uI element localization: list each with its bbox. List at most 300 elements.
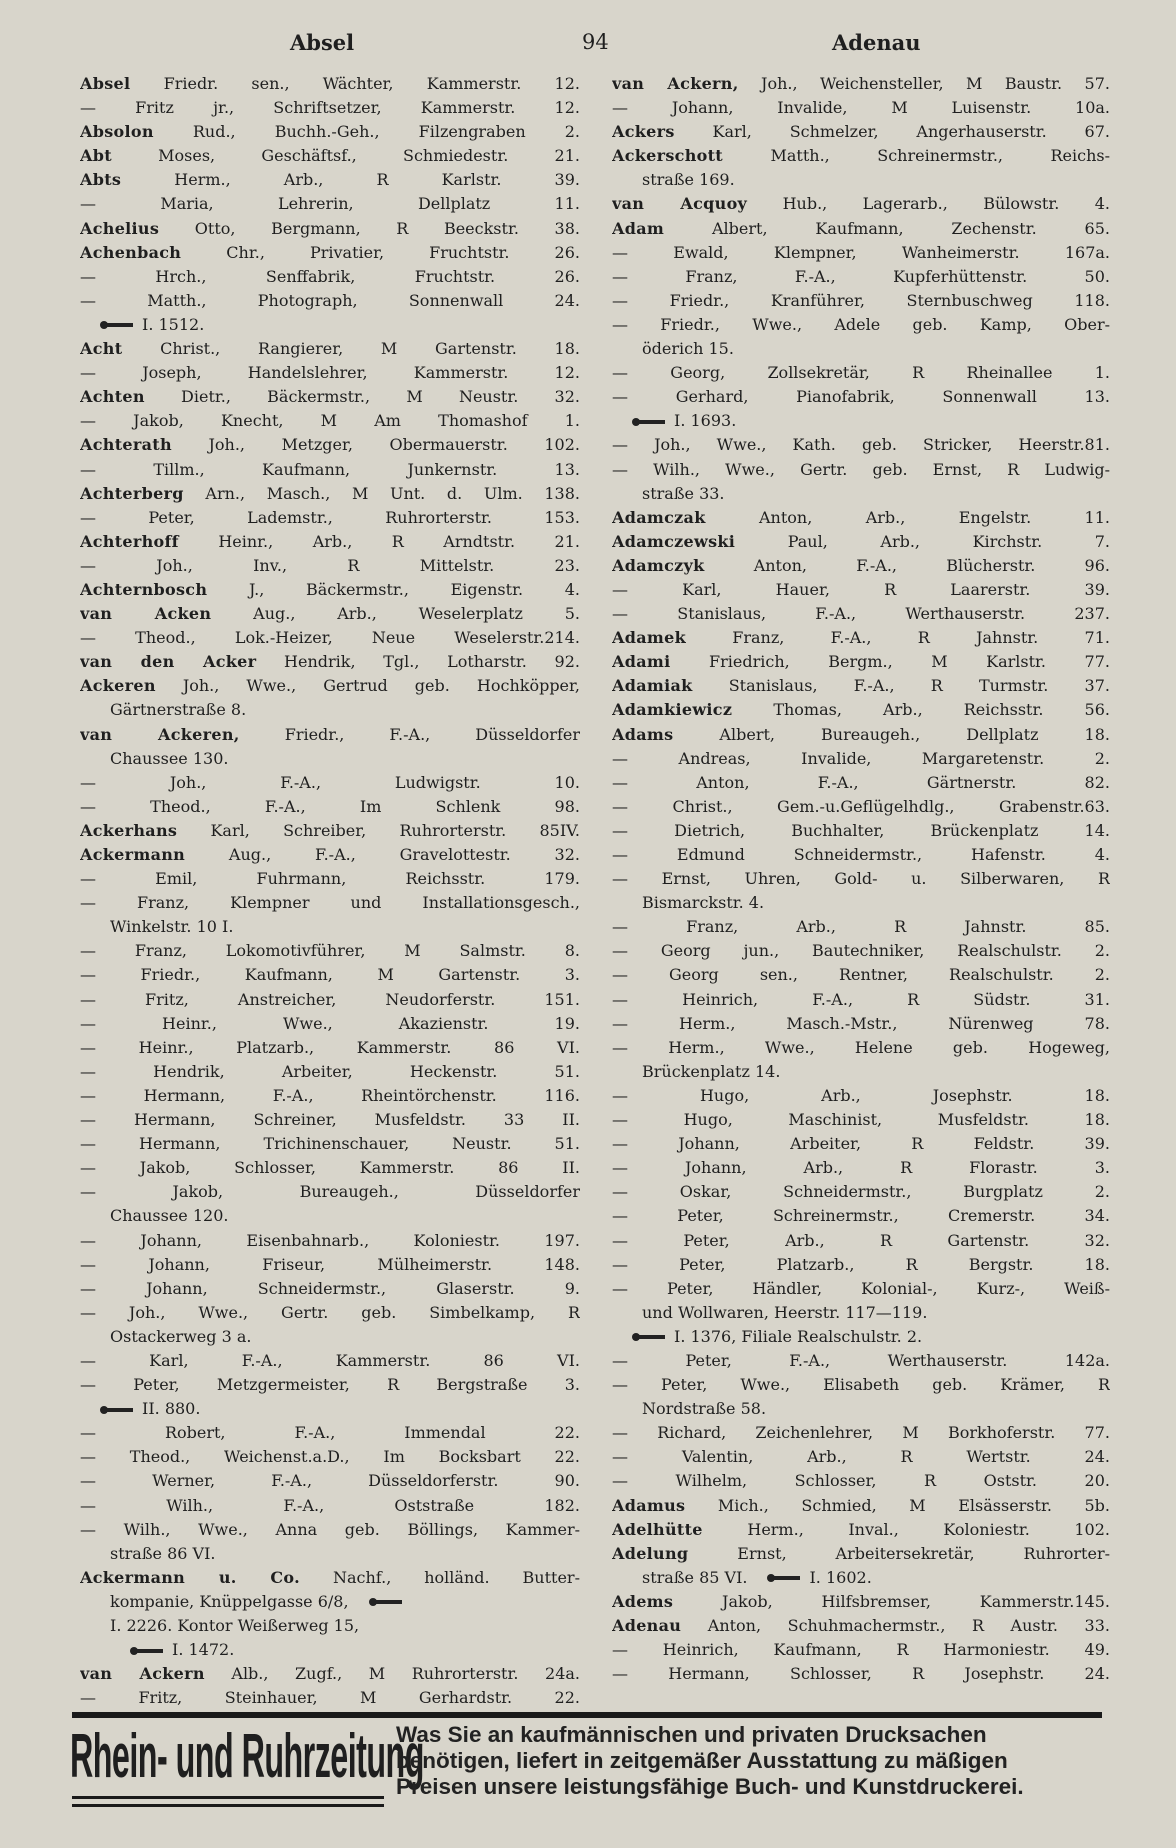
directory-entry-line (612, 458, 1110, 482)
directory-entry-line (80, 192, 580, 216)
entry-text: — Werner, F.-A., Düsseldorferstr. 90. (80, 1471, 580, 1491)
right-column (612, 72, 1110, 1686)
entry-text: — Jakob, Knecht, M Am Thomashof 1. (80, 411, 580, 431)
entry-text: — Wilh., Wwe., Gertr. geb. Ernst, R Ludwig- (612, 459, 1110, 479)
entry-text: Anton, F.-A., Blücherstr. 96. (704, 555, 1110, 575)
entry-surname: Adamek (612, 628, 686, 648)
running-head-left: Absel (290, 30, 355, 55)
directory-entry-line (80, 963, 580, 987)
entry-surname: Adams (612, 724, 674, 744)
entry-text: — Peter, Händler, Kolonial-, Kurz-, Weiß- (612, 1278, 1110, 1298)
entry-surname: van den Acker (80, 652, 257, 672)
directory-entry-line (80, 891, 580, 915)
directory-entry-line (80, 1662, 580, 1686)
directory-entry-line (612, 1614, 1110, 1638)
entry-text: Nordstraße 58. (642, 1399, 767, 1419)
entry-text: — Johann, Schneidermstr., Glaserstr. 9. (80, 1278, 580, 1298)
directory-entry-line (612, 1060, 1110, 1084)
entry-surname: van Ackern (80, 1664, 205, 1684)
entry-text: — Theod., Weichenst.a.D., Im Bocksbart 22. (80, 1447, 580, 1467)
entry-text: — Ewald, Klempner, Wanheimerstr. 167a. (612, 242, 1110, 262)
directory-entry-line (80, 1518, 580, 1542)
entry-text: — Franz, Klempner und Installationsgesch., (80, 893, 580, 913)
entry-surname: Ackers (612, 122, 675, 142)
entry-text: — Ernst, Uhren, Gold- u. Silberwaren, R (612, 869, 1110, 889)
directory-entry-line (612, 265, 1110, 289)
entry-surname: Adamczyk (612, 555, 705, 575)
entry-text: kompanie, Knüppelgasse 6/8, (110, 1591, 349, 1611)
entry-text: — Jakob, Schlosser, Kammerstr. 86 II. (80, 1158, 580, 1178)
directory-entry-line (80, 72, 580, 96)
entry-text: Otto, Bergmann, R Beeckstr. 38. (159, 218, 580, 238)
entry-surname: Achterath (80, 435, 172, 455)
directory-entry-line (80, 915, 580, 939)
entry-surname: Ackeren (80, 676, 156, 696)
directory-entry-line (612, 843, 1110, 867)
directory-entry-line (80, 602, 580, 626)
entry-text: — Peter, Arb., R Gartenstr. 32. (612, 1230, 1110, 1250)
directory-entry-line (80, 1036, 580, 1060)
entry-text: Hendrik, Tgl., Lotharstr. 92. (256, 652, 580, 672)
directory-entry-line (612, 1277, 1110, 1301)
ad-line: Preisen unsere leistungsfähige Buch- und Kunstdruckerei. (396, 1774, 1024, 1799)
entry-surname: Adamczak (612, 507, 706, 527)
entry-text: Ostackerweg 3 a. (110, 1326, 252, 1346)
entry-text: Ernst, Arbeitersekretär, Ruhrorter- (688, 1543, 1110, 1563)
directory-entry-line (80, 1156, 580, 1180)
entry-text: Friedr. sen., Wächter, Kammerstr. 12. (130, 74, 580, 93)
directory-entry-line (80, 650, 580, 674)
entry-surname: van Ackern, (612, 74, 739, 93)
directory-entry-line (612, 578, 1110, 602)
entry-text: Albert, Kaufmann, Zechenstr. 65. (664, 218, 1110, 238)
entry-text: Franz, F.-A., R Jahnstr. 71. (685, 628, 1110, 648)
entry-surname: Adelung (612, 1543, 689, 1563)
directory-entry-line (612, 1012, 1110, 1036)
entry-text: — Joh., Wwe., Kath. geb. Stricker, Heerstr.81. (612, 435, 1110, 455)
entry-text: — Joseph, Handelslehrer, Kammerstr. 12. (80, 363, 580, 383)
directory-entry-line (612, 1132, 1110, 1156)
directory-entry-line (80, 698, 580, 722)
entry-text: — Fritz, Steinhauer, M Gerhardstr. 22. (80, 1688, 580, 1708)
entry-text: — Matth., Photograph, Sonnenwall 24. (80, 290, 580, 310)
directory-entry-line (612, 1590, 1110, 1614)
telephone-key-icon (100, 320, 134, 330)
entry-surname: Ackerschott (612, 146, 723, 166)
entry-text: Christ., Rangierer, M Gartenstr. 18. (122, 339, 580, 359)
entry-text: straße 33. (642, 483, 725, 503)
entry-text: Nachf., holländ. Butter- (300, 1567, 580, 1587)
entry-text: — Friedr., Wwe., Adele geb. Kamp, Ober- (612, 314, 1110, 334)
entry-text: — Andreas, Invalide, Margaretenstr. 2. (612, 748, 1110, 768)
entry-surname: Achterberg (80, 483, 184, 503)
entry-text: — Hendrik, Arbeiter, Heckenstr. 51. (80, 1061, 580, 1081)
directory-entry-line (612, 1325, 1110, 1349)
entry-text: — Johann, Arb., R Florastr. 3. (612, 1158, 1110, 1178)
directory-entry-line (80, 1614, 580, 1638)
directory-entry-line (80, 409, 580, 433)
directory-entry-line (612, 192, 1110, 216)
directory-entry-line (80, 96, 580, 120)
directory-entry-line (80, 1686, 580, 1710)
entry-text: — Heinrich, Kaufmann, R Harmoniestr. 49. (612, 1640, 1110, 1660)
entry-text: Albert, Bureaugeh., Dellplatz 18. (673, 724, 1110, 744)
directory-entry-line (80, 1397, 580, 1421)
entry-text: — Heinr., Wwe., Akazienstr. 19. (80, 1013, 580, 1033)
directory-entry-line (612, 241, 1110, 265)
entry-text: — Oskar, Schneidermstr., Burgplatz 2. (612, 1182, 1110, 1202)
entry-text: — Joh., F.-A., Ludwigstr. 10. (80, 772, 580, 792)
entry-text: Aug., Arb., Weselerplatz 5. (211, 604, 580, 624)
entry-surname: van Acken (80, 604, 212, 624)
directory-entry-line (612, 1084, 1110, 1108)
directory-entry-line (80, 168, 580, 192)
directory-entry-line (612, 1204, 1110, 1228)
entry-text: — Emil, Fuhrmann, Reichsstr. 179. (80, 869, 580, 889)
entry-text: — Valentin, Arb., R Wertstr. 24. (612, 1447, 1110, 1467)
entry-surname: Absel (80, 74, 131, 93)
directory-entry-line (612, 1494, 1110, 1518)
entry-text: Gärtnerstraße 8. (110, 700, 247, 720)
phone-number: II. 880. (142, 1399, 201, 1419)
telephone-key-icon (632, 417, 666, 427)
directory-entry-line (80, 217, 580, 241)
entry-surname: Absolon (80, 122, 154, 142)
entry-surname: Adamczewski (612, 531, 736, 551)
directory-entry-line (612, 313, 1110, 337)
ad-line: Was Sie an kaufmännischen und privaten Drucksachen (396, 1722, 987, 1747)
entry-text: — Johann, Invalide, M Luisenstr. 10a. (612, 98, 1110, 118)
entry-text: — Peter, Platzarb., R Bergstr. 18. (612, 1254, 1110, 1274)
entry-text: Mich., Schmied, M Elsässerstr. 5b. (685, 1495, 1110, 1515)
entry-text: Winkelstr. 10 I. (110, 917, 234, 937)
entry-text: Karl, Schreiber, Ruhrorterstr. 85IV. (177, 820, 580, 840)
directory-entry-line (612, 1445, 1110, 1469)
entry-text: — Peter, Schreinermstr., Cremerstr. 34. (612, 1206, 1110, 1226)
directory-entry-line (80, 1494, 580, 1518)
entry-text: — Herm., Wwe., Helene geb. Hogeweg, (612, 1037, 1110, 1057)
directory-entry-line (80, 1566, 580, 1590)
entry-text: — Peter, Metzgermeister, R Bergstraße 3. (80, 1375, 580, 1395)
entry-text: — Franz, Arb., R Jahnstr. 85. (612, 917, 1110, 937)
entry-text: — Dietrich, Buchhalter, Brückenplatz 14. (612, 820, 1110, 840)
directory-entry-line (80, 144, 580, 168)
entry-text: straße 169. (642, 170, 735, 190)
entry-text: straße 86 VI. (110, 1543, 216, 1563)
entry-text: — Joh., Inv., R Mittelstr. 23. (80, 555, 580, 575)
directory-entry-line (612, 915, 1110, 939)
directory-entry-line (612, 144, 1110, 168)
directory-entry-line (80, 1469, 580, 1493)
entry-text: Chaussee 120. (110, 1206, 229, 1226)
telephone-key-icon (632, 1332, 666, 1342)
entry-text: — Herm., Masch.-Mstr., Nürenweg 78. (612, 1013, 1110, 1033)
directory-entry-line (80, 1277, 580, 1301)
directory-entry-line (80, 843, 580, 867)
directory-entry-line (612, 1301, 1110, 1325)
directory-entry-line (612, 819, 1110, 843)
directory-entry-line (612, 120, 1110, 144)
directory-entry-line (612, 554, 1110, 578)
directory-entry-line (80, 1084, 580, 1108)
directory-entry-line (80, 819, 580, 843)
directory-entry-line (80, 1253, 580, 1277)
directory-entry-line (80, 771, 580, 795)
entry-text: — Christ., Gem.-u.Geflügelhdlg., Grabenstr.63. (612, 796, 1110, 816)
directory-entry-line (80, 241, 580, 265)
entry-surname: Ackermann (80, 845, 186, 864)
entry-text: Stanislaus, F.-A., R Turmstr. 37. (692, 676, 1110, 696)
directory-entry-line (80, 1108, 580, 1132)
entry-surname: van Ackeren, (80, 724, 240, 744)
directory-entry-line (80, 1542, 580, 1566)
entry-text: — Fritz, Anstreicher, Neudorferstr. 151. (80, 989, 580, 1009)
directory-entry-line (612, 1397, 1110, 1421)
directory-entry-line (80, 433, 580, 457)
directory-entry-line (80, 1590, 580, 1614)
ad-line: benötigen, liefert in zeitgemäßer Ausstattung zu mäßigen (396, 1748, 1008, 1773)
directory-entry-line (612, 217, 1110, 241)
directory-entry-line (80, 1301, 580, 1325)
directory-entry-line (612, 1036, 1110, 1060)
entry-surname: Achelius (80, 218, 160, 238)
entry-text: Herm., Arb., R Karlstr. 39. (121, 170, 580, 190)
entry-text: — Tillm., Kaufmann, Junkernstr. 13. (80, 459, 580, 479)
directory-entry-line (612, 1229, 1110, 1253)
directory-entry-line (80, 265, 580, 289)
directory-entry-line (612, 482, 1110, 506)
entry-text: — Edmund Schneidermstr., Hafenstr. 4. (612, 845, 1110, 864)
directory-entry-line (80, 458, 580, 482)
directory-entry-line (612, 1373, 1110, 1397)
entry-text: — Johann, Eisenbahnarb., Koloniestr. 197. (80, 1230, 580, 1250)
directory-entry-line (80, 1060, 580, 1084)
entry-surname: Achterhoff (80, 531, 179, 551)
directory-entry-line (80, 120, 580, 144)
entry-text: — Hermann, F.-A., Rheintörchenstr. 116. (80, 1085, 580, 1105)
entry-text: — Hugo, Maschinist, Musfeldstr. 18. (612, 1110, 1110, 1130)
page-number: 94 (582, 30, 609, 54)
entry-text: Moses, Geschäftsf., Schmiedestr. 21. (111, 146, 580, 166)
entry-text: Anton, Schuhmachermstr., R Austr. 33. (681, 1616, 1110, 1635)
ad-top-rule (72, 1712, 1102, 1718)
directory-entry-line (80, 530, 580, 554)
directory-entry-line (612, 1349, 1110, 1373)
directory-entry-line (612, 939, 1110, 963)
entry-text: Bismarckstr. 4. (642, 893, 765, 913)
directory-entry-line (612, 168, 1110, 192)
left-column (80, 72, 580, 1710)
entry-text: — Hugo, Arb., Josephstr. 18. (612, 1085, 1110, 1105)
entry-text: — Georg, Zollsekretär, R Rheinallee 1. (612, 363, 1110, 383)
telephone-key-icon (767, 1573, 801, 1583)
entry-surname: Adems (612, 1591, 674, 1611)
entry-text: Herm., Inval., Koloniestr. 102. (702, 1519, 1110, 1539)
entry-text: Matth., Schreinermstr., Reichs- (723, 146, 1110, 166)
directory-entry-line (612, 988, 1110, 1012)
phone-number: I. 1472. (172, 1640, 235, 1660)
entry-text: — Theod., Lok.-Heizer, Neue Weselerstr.214. (80, 628, 580, 648)
entry-text: Anton, Arb., Engelstr. 11. (705, 507, 1110, 527)
entry-text: — Peter, Lademstr., Ruhrorterstr. 153. (80, 507, 580, 527)
directory-entry-line (612, 289, 1110, 313)
directory-entry-line (612, 626, 1110, 650)
entry-text: — Friedr., Kaufmann, M Gartenstr. 3. (80, 965, 580, 985)
directory-entry-line (612, 1253, 1110, 1277)
phone-number: I. 1512. (142, 314, 205, 334)
entry-text: Aug., F.-A., Gravelottestr. 32. (185, 845, 580, 864)
entry-text: Paul, Arb., Kirchstr. 7. (735, 531, 1110, 551)
phone-number: I. 1602. (809, 1567, 872, 1587)
directory-entry-line (612, 747, 1110, 771)
entry-text: — Joh., Wwe., Gertr. geb. Simbelkamp, R (80, 1302, 580, 1322)
entry-text: Joh., Metzger, Obermauerstr. 102. (171, 435, 580, 455)
entry-text: — Gerhard, Pianofabrik, Sonnenwall 13. (612, 387, 1110, 407)
directory-entry-line (80, 1373, 580, 1397)
entry-surname: Adamus (612, 1495, 686, 1515)
entry-surname: Adelhütte (612, 1519, 703, 1539)
ad-text (396, 1722, 1024, 1800)
entry-text: — Franz, Lokomotivführer, M Salmstr. 8. (80, 941, 580, 961)
directory-entry-line (612, 1542, 1110, 1566)
directory-entry-line (612, 795, 1110, 819)
entry-text: — Georg jun., Bautechniker, Realschulstr. 2. (612, 941, 1110, 961)
entry-text: Chaussee 130. (110, 748, 229, 768)
directory-entry-line (80, 578, 580, 602)
telephone-key-icon (369, 1597, 403, 1607)
entry-text: — Heinrich, F.-A., R Südstr. 31. (612, 989, 1110, 1009)
directory-entry-line (80, 939, 580, 963)
directory-entry-line (612, 96, 1110, 120)
directory-entry-line (80, 337, 580, 361)
entry-surname: Adam (612, 218, 665, 238)
phone-number: I. 1693. (674, 411, 737, 431)
directory-entry-line (612, 650, 1110, 674)
directory-entry-line (612, 1566, 1110, 1590)
directory-entry-line (612, 1421, 1110, 1445)
directory-entry-line (612, 1638, 1110, 1662)
directory-entry-line (612, 1518, 1110, 1542)
directory-entry-line (612, 602, 1110, 626)
directory-entry-line (80, 1638, 580, 1662)
directory-entry-line (80, 313, 580, 337)
entry-text: Friedrich, Bergm., M Karlstr. 77. (670, 652, 1110, 672)
entry-text: und Wollwaren, Heerstr. 117—119. (642, 1302, 928, 1322)
directory-entry-line (612, 698, 1110, 722)
entry-text: Friedr., F.-A., Düsseldorfer (239, 724, 580, 744)
entry-text: — Hermann, Trichinenschauer, Neustr. 51. (80, 1134, 580, 1154)
directory-entry-line (612, 385, 1110, 409)
entry-text: — Karl, Hauer, R Laarerstr. 39. (612, 579, 1110, 599)
entry-surname: Ackermann u. Co. (80, 1567, 300, 1587)
directory-entry-line (612, 674, 1110, 698)
directory-entry-line (80, 1325, 580, 1349)
entry-surname: Achenbach (80, 242, 182, 262)
entry-text: — Franz, F.-A., Kupferhüttenstr. 50. (612, 266, 1110, 286)
entry-surname: Abt (80, 146, 112, 166)
directory-entry-line (612, 433, 1110, 457)
directory-entry-line (80, 988, 580, 1012)
directory-entry-line (612, 891, 1110, 915)
entry-text: — Johann, Friseur, Mülheimerstr. 148. (80, 1254, 580, 1274)
entry-text: — Hrch., Senffabrik, Fruchtstr. 26. (80, 266, 580, 286)
entry-surname: Achten (80, 387, 145, 407)
entry-text: — Johann, Arbeiter, R Feldstr. 39. (612, 1134, 1110, 1154)
entry-surname: Abts (80, 170, 122, 190)
directory-entry-line (80, 482, 580, 506)
entry-surname: Ackerhans (80, 820, 178, 840)
ad-title-rule (72, 1796, 384, 1799)
entry-text: Arn., Masch., M Unt. d. Ulm. 138. (183, 483, 580, 503)
directory-entry-line (80, 1349, 580, 1373)
directory-entry-line (80, 1012, 580, 1036)
entry-text: — Wilhelm, Schlosser, R Oststr. 20. (612, 1471, 1110, 1491)
directory-entry-line (80, 723, 580, 747)
directory-entry-line (612, 409, 1110, 433)
entry-text: J., Bäckermstr., Eigenstr. 4. (207, 579, 580, 599)
entry-text: Alb., Zugf., M Ruhrorterstr. 24a. (204, 1664, 580, 1684)
entry-text: — Heinr., Platzarb., Kammerstr. 86 VI. (80, 1037, 580, 1057)
entry-text: — Robert, F.-A., Immendal 22. (80, 1423, 580, 1443)
directory-entry-line (612, 1662, 1110, 1686)
entry-text: straße 85 VI. (642, 1567, 748, 1587)
directory-entry-line (612, 1156, 1110, 1180)
directory-entry-line (80, 1180, 580, 1204)
entry-text: Karl, Schmelzer, Angerhauserstr. 67. (674, 122, 1110, 142)
entry-text: Rud., Buchh.-Geh., Filzengraben 2. (153, 122, 580, 142)
entry-text: — Fritz jr., Schriftsetzer, Kammerstr. 12. (80, 98, 580, 118)
entry-text: — Anton, F.-A., Gärtnerstr. 82. (612, 772, 1110, 792)
telephone-key-icon (130, 1646, 164, 1656)
directory-entry-line (80, 361, 580, 385)
entry-text: — Richard, Zeichenlehrer, M Borkhoferstr. 77. (612, 1423, 1110, 1443)
entry-text: — Theod., F.-A., Im Schlenk 98. (80, 796, 580, 816)
directory-entry-line (80, 1445, 580, 1469)
entry-text: — Georg sen., Rentner, Realschulstr. 2. (612, 965, 1110, 985)
entry-text: Heinr., Arb., R Arndtstr. 21. (178, 531, 580, 551)
entry-text: Hub., Lagerarb., Bülowstr. 4. (747, 194, 1110, 214)
directory-entry-line (80, 626, 580, 650)
entry-surname: van Acquoy (612, 194, 748, 214)
directory-entry-line (612, 723, 1110, 747)
entry-text: Brückenplatz 14. (642, 1061, 781, 1081)
entry-text: Jakob, Hilfsbremser, Kammerstr.145. (673, 1591, 1110, 1611)
directory-entry-line (612, 337, 1110, 361)
entry-surname: Adenau (612, 1616, 682, 1635)
directory-entry-line (612, 963, 1110, 987)
directory-entry-line (612, 506, 1110, 530)
directory-entry-line (612, 867, 1110, 891)
directory-entry-line (80, 1229, 580, 1253)
directory-entry-line (612, 1180, 1110, 1204)
directory-entry-line (80, 867, 580, 891)
entry-text: — Karl, F.-A., Kammerstr. 86 VI. (80, 1350, 580, 1370)
running-head-right: Adenau (832, 30, 921, 55)
entry-surname: Acht (80, 339, 123, 359)
ad-newspaper-title: Rhein- und Ruhrzeitung (70, 1722, 424, 1791)
directory-entry-line (80, 506, 580, 530)
entry-text: öderich 15. (642, 339, 734, 359)
entry-text: — Jakob, Bureaugeh., Düsseldorfer (80, 1182, 580, 1202)
entry-text: — Maria, Lehrerin, Dellplatz 11. (80, 194, 580, 214)
directory-entry-line (80, 747, 580, 771)
directory-entry-line (612, 771, 1110, 795)
directory-entry-line (80, 289, 580, 313)
entry-text: — Peter, Wwe., Elisabeth geb. Krämer, R (612, 1375, 1110, 1395)
directory-entry-line (80, 1204, 580, 1228)
entry-text: — Hermann, Schlosser, R Josephstr. 24. (612, 1664, 1110, 1684)
entry-surname: Achternbosch (80, 579, 208, 599)
